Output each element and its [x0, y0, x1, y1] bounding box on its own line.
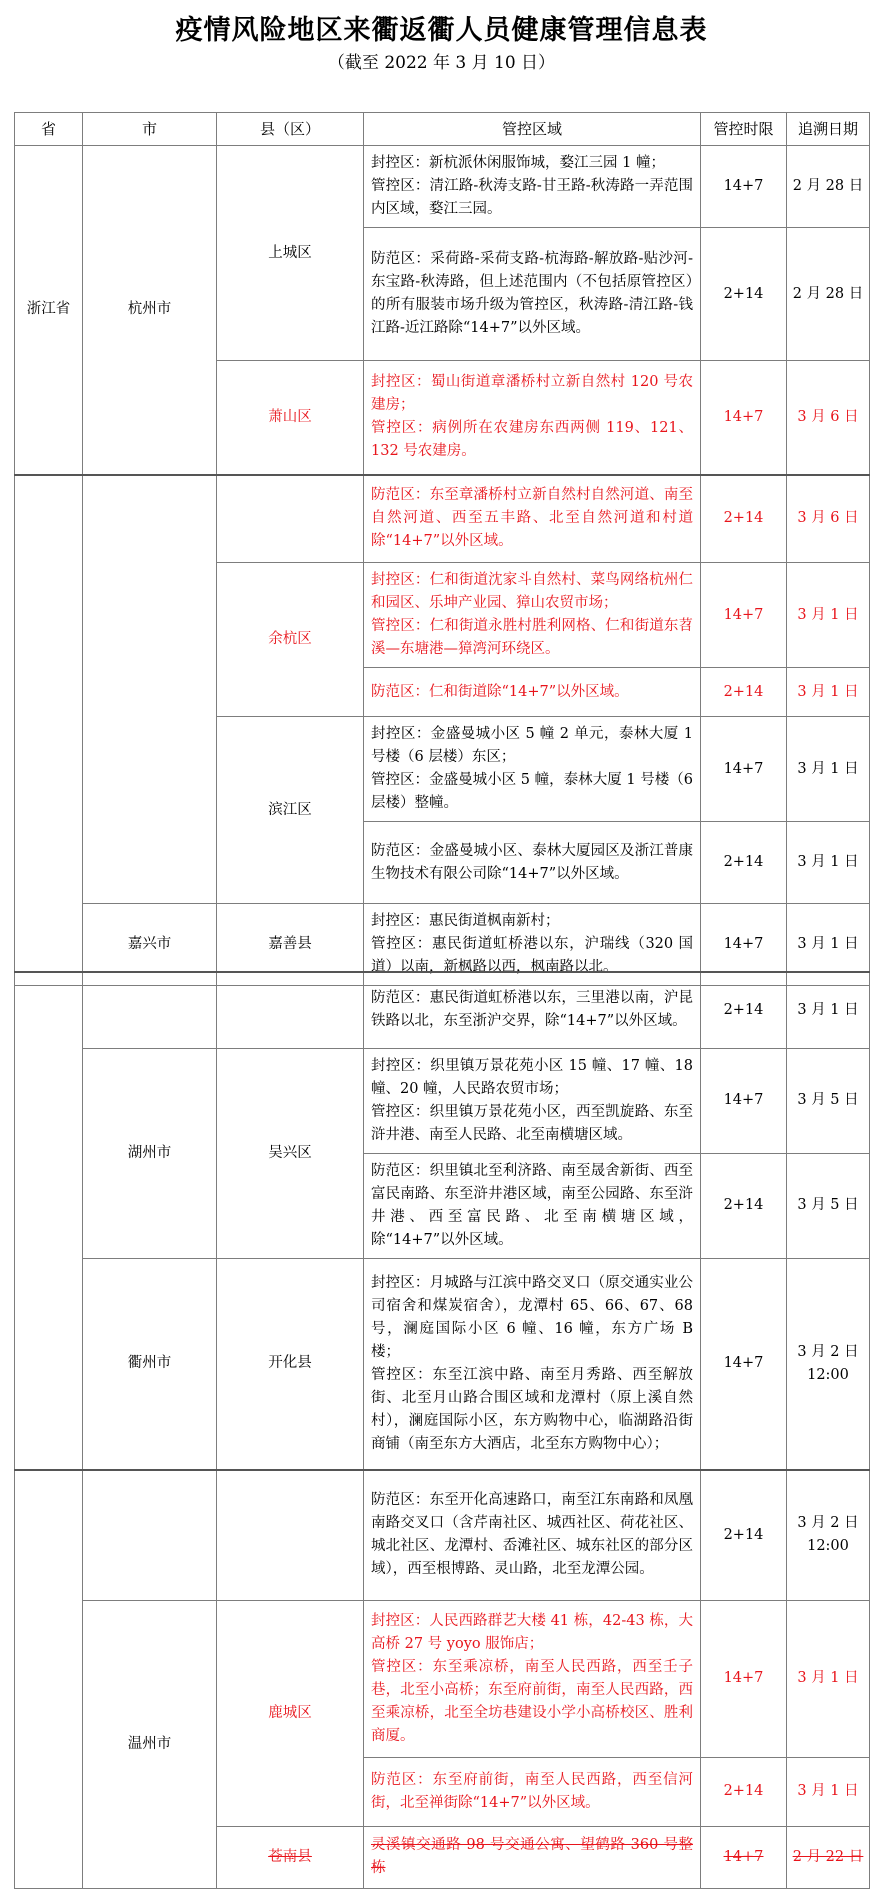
risk-area-table-continued — [14, 971, 870, 1889]
control-area-cell — [364, 1757, 701, 1826]
control-period-cell: 14+7 — [701, 904, 787, 986]
document-subtitle: （截至 2022 年 3 月 10 日） — [327, 53, 556, 73]
area-line: 灵溪镇交通路 98 号交通公寓、望鹤路 360 号整栋 — [371, 1837, 693, 1876]
trace-date-cell: 3 月 1 日 — [787, 822, 870, 904]
county-cell: 开化县 — [217, 1258, 364, 1470]
city-cell: 杭州市 — [83, 146, 217, 475]
header-control-period: 管控时限 — [701, 113, 787, 146]
control-period-cell: 2+14 — [701, 1153, 787, 1258]
header-city: 市 — [83, 113, 217, 146]
control-period-cell: 14+7 — [701, 1826, 787, 1888]
county-cell: 鹿城区 — [217, 1600, 364, 1826]
control-period-cell: 14+7 — [701, 1600, 787, 1757]
trace-date-cell: 3 月 2 日 12:00 — [787, 1470, 870, 1600]
area-line: 管控区：病例所在农建房东西两侧 119、121、132 号农建房。 — [371, 420, 693, 460]
trace-date-cell: 3 月 1 日 — [787, 1600, 870, 1757]
area-line: 封控区：月城路与江滨中路交叉口（原交通实业公司宿舍和煤炭宿舍），龙潭村 65、66、67、68 号，澜庭国际小区 6 幢、16 幢，东方广场 B 楼； — [371, 1274, 693, 1360]
trace-date-cell: 3 月 5 日 — [787, 1153, 870, 1258]
trace-date-cell: 3 月 6 日 — [787, 361, 870, 475]
control-period-cell: 2+14 — [701, 668, 787, 717]
area-line: 防范区：织里镇北至利济路、南至晟舍新街、西至富民南路、东至浒井港区域，南至公园路、东至浒井港、西至富民路、北至南横塘区域，除“14+7”以外区域。 — [371, 1162, 693, 1248]
area-line: 封控区：蜀山街道章潘桥村立新自然村 120 号农建房； — [371, 374, 693, 414]
control-area-cell — [364, 1258, 701, 1470]
header-province: 省 — [15, 113, 83, 146]
trace-date-cell: 2 月 28 日 — [787, 146, 870, 228]
trace-date-cell: 3 月 1 日 — [787, 717, 870, 822]
county-cell-empty — [217, 475, 364, 563]
city-cell: 衢州市 — [83, 1258, 217, 1470]
area-line: 封控区：织里镇万景花苑小区 15 幢、17 幢、18 幢、20 幢，人民路农贸市场； — [371, 1057, 693, 1097]
area-line: 管控区：金盛曼城小区 5 幢，泰林大厦 1 号楼（6 层楼）整幢。 — [371, 772, 693, 811]
table-row — [15, 475, 870, 563]
control-period-cell: 14+7 — [701, 361, 787, 475]
control-area-cell — [364, 668, 701, 717]
table-row — [15, 1048, 870, 1153]
control-area-cell — [364, 1826, 701, 1888]
header-county: 县（区） — [217, 113, 364, 146]
control-period-cell: 14+7 — [701, 1258, 787, 1470]
trace-date-cell: 2 月 22 日 — [787, 1826, 870, 1888]
trace-date-cell: 3 月 6 日 — [787, 475, 870, 563]
control-period-cell: 2+14 — [701, 822, 787, 904]
province-cell-empty — [15, 475, 83, 986]
table-row — [15, 1600, 870, 1757]
area-line: 封控区：仁和街道沈家斗自然村、菜鸟网络杭州仁和园区、乐坤产业园、獐山农贸市场； — [371, 572, 693, 611]
control-area-cell — [364, 361, 701, 475]
province-cell: 浙江省 — [15, 146, 83, 475]
control-period-cell: 14+7 — [701, 717, 787, 822]
control-area-cell — [364, 1153, 701, 1258]
county-cell: 吴兴区 — [217, 1048, 364, 1258]
county-cell-empty — [217, 1470, 364, 1600]
county-cell: 上城区 — [217, 146, 364, 361]
table-row — [15, 972, 870, 1048]
area-line: 封控区：人民西路群艺大楼 41 栋，42-43 栋，大高桥 27 号 yoyo 服饰店； — [371, 1612, 693, 1652]
trace-date-cell: 3 月 2 日 12:00 — [787, 1258, 870, 1470]
control-area-cell — [364, 822, 701, 904]
control-area-cell — [364, 475, 701, 563]
area-line: 防范区：采荷路-采荷支路-杭海路-解放路-贴沙河-东宝路-秋涛路，但上述范围内（不包括原管控区）的所有服装市场升级为管控区，秋涛路-清江路-钱江路-近江路除“14+7”以外区域。 — [371, 251, 693, 336]
trace-date-cell: 3 月 5 日 — [787, 1048, 870, 1153]
trace-date-cell: 3 月 1 日 — [787, 904, 870, 986]
trace-date-cell: 3 月 1 日 — [787, 668, 870, 717]
control-period-cell: 2+14 — [701, 228, 787, 361]
trace-date-cell: 3 月 1 日 — [787, 1757, 870, 1826]
area-line: 防范区：惠民街道虹桥港以东，三里港以南，沪昆铁路以北，东至浙沪交界，除“14+7”以外区域。 — [371, 990, 693, 1030]
province-cell-empty — [15, 1470, 83, 1888]
control-area-cell — [364, 972, 701, 1048]
area-line: 防范区：仁和街道除“14+7”以外区域。 — [371, 683, 629, 700]
trace-date-cell: 3 月 1 日 — [787, 563, 870, 668]
control-area-cell — [364, 1600, 701, 1757]
area-line: 防范区：东至章潘桥村立新自然村自然河道、南至自然河道、西至五丰路、北至自然河道和村道除“14+7”以外区域。 — [371, 487, 693, 550]
area-line: 管控区：惠民街道虹桥港以东，沪瑞线（320 国道）以南，新枫路以西，枫南路以北。 — [371, 936, 693, 975]
document-title: 疫情风险地区来衢返衢人员健康管理信息表 — [175, 15, 708, 46]
area-line: 封控区：新杭派休闲服饰城，婺江三园 1 幢； — [371, 155, 665, 171]
control-area-cell — [364, 563, 701, 668]
trace-date-cell: 2 月 28 日 — [787, 228, 870, 361]
table-row — [15, 1258, 870, 1470]
control-period-cell: 2+14 — [701, 1757, 787, 1826]
header-control-area: 管控区域 — [364, 113, 701, 146]
city-cell: 湖州市 — [83, 1048, 217, 1258]
control-period-cell: 2+14 — [701, 1470, 787, 1600]
area-line: 防范区：东至开化高速路口，南至江东南路和凤凰南路交叉口（含芹南社区、城西社区、荷花社区、城北社区、龙潭村、岙滩社区、城东社区的部分区域），西至根博路、灵山路，北至龙潭公园。 — [371, 1492, 693, 1578]
control-area-cell — [364, 1048, 701, 1153]
risk-area-table — [14, 112, 870, 986]
control-area-cell — [364, 146, 701, 228]
area-line: 防范区：东至府前街，南至人民西路，西至信河街，北至禅街除“14+7”以外区域。 — [371, 1771, 693, 1811]
area-line: 管控区：东至江滨中路、南至月秀路、西至解放街、北至月山路合围区域和龙潭村（原上溪自然村），澜庭国际小区，东方购物中心，临湖路沿街商铺（南至东方大酒店，北至东方购物中心）； — [371, 1366, 693, 1452]
control-area-cell — [364, 1470, 701, 1600]
city-cell-empty — [83, 475, 217, 904]
area-line: 管控区：仁和街道永胜村胜利网格、仁和街道东苕溪—东塘港—獐湾河环绕区。 — [371, 618, 693, 657]
area-line: 防范区：金盛曼城小区、泰林大厦园区及浙江普康生物技术有限公司除“14+7”以外区域。 — [371, 842, 693, 882]
city-cell-empty — [83, 1470, 217, 1600]
area-line: 封控区：惠民街道枫南新村； — [371, 913, 560, 929]
control-area-cell — [364, 717, 701, 822]
area-line: 管控区：清江路-秋涛支路-甘王路-秋涛路一弄范围内区域，婺江三园。 — [371, 178, 693, 217]
area-line: 管控区：东至乘凉桥，南至人民西路，西至壬子巷，北至小高桥；东至府前街，南至人民西路，西至乘凉桥，北至全坊巷建设小学小高桥校区、胜利商厦。 — [371, 1658, 693, 1744]
county-cell: 嘉善县 — [217, 904, 364, 986]
city-cell-empty — [83, 972, 217, 1048]
control-period-cell: 2+14 — [701, 972, 787, 1048]
trace-date-cell: 3 月 1 日 — [787, 972, 870, 1048]
table-row — [15, 1470, 870, 1600]
county-cell: 苍南县 — [217, 1826, 364, 1888]
control-period-cell: 14+7 — [701, 1048, 787, 1153]
county-cell-empty — [217, 972, 364, 1048]
county-cell: 滨江区 — [217, 717, 364, 904]
city-cell: 温州市 — [83, 1600, 217, 1888]
city-cell: 嘉兴市 — [83, 904, 217, 986]
control-period-cell: 2+14 — [701, 475, 787, 563]
area-line: 封控区：金盛曼城小区 5 幢 2 单元，泰林大厦 1 号楼（6 层楼）东区； — [371, 726, 693, 765]
control-period-cell: 14+7 — [701, 146, 787, 228]
control-area-cell — [364, 228, 701, 361]
county-cell: 萧山区 — [217, 361, 364, 475]
area-line: 管控区：织里镇万景花苑小区，西至凯旋路、东至浒井港、南至人民路、北至南横塘区域。 — [371, 1103, 693, 1143]
header-row — [15, 113, 870, 146]
county-cell: 余杭区 — [217, 563, 364, 717]
table-row — [15, 146, 870, 228]
control-period-cell: 14+7 — [701, 563, 787, 668]
province-cell-empty — [15, 972, 83, 1470]
header-trace-date: 追溯日期 — [787, 113, 870, 146]
